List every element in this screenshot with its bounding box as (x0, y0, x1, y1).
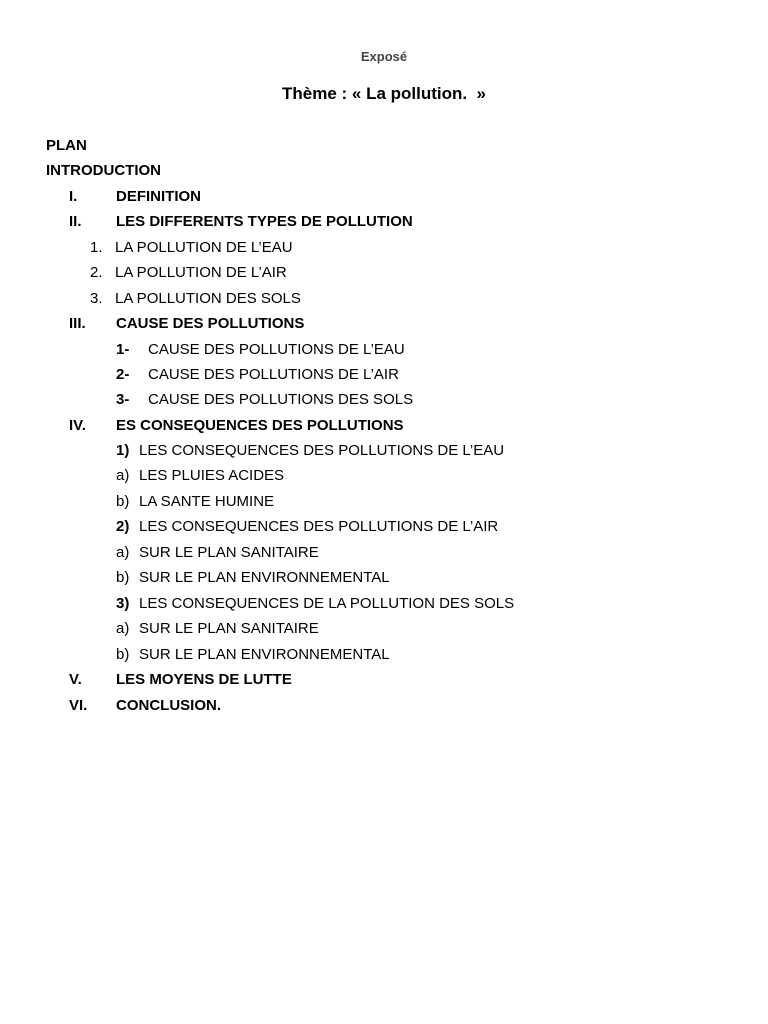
outline-introduction (0, 161, 768, 181)
section-numeral: VI. (69, 697, 88, 714)
subitem-text: LES CONSEQUENCES DE LA POLLUTION DES SOLS (139, 595, 515, 612)
subitem-number: 2. (90, 264, 103, 281)
outline-subitem (0, 441, 768, 461)
subitem-number: 2) (116, 518, 130, 535)
subitem-number: 2- (116, 366, 130, 383)
subsubitem-letter: b) (116, 569, 130, 586)
section-title: LES MOYENS DE LUTTE (116, 671, 292, 688)
subitem-number: 3- (116, 391, 130, 408)
section-title: CAUSE DES POLLUTIONS (116, 315, 305, 332)
outline-section (0, 212, 768, 232)
subsubitem-letter: a) (116, 544, 130, 561)
outline-subitem (0, 238, 768, 258)
outline-subitem (0, 365, 768, 385)
outline-subsubitem (0, 568, 768, 588)
subsubitem-text: LA SANTE HUMINE (139, 493, 275, 510)
subsubitem-letter: a) (116, 620, 130, 637)
section-numeral: V. (69, 671, 82, 688)
subitem-number: 1) (116, 442, 130, 459)
outline-subsubitem (0, 492, 768, 512)
outline-section (0, 670, 768, 690)
subitem-text: LES CONSEQUENCES DES POLLUTIONS DE L’EAU (139, 442, 505, 459)
section-title: LES DIFFERENTS TYPES DE POLLUTION (116, 213, 413, 230)
outline-section (0, 416, 768, 436)
subsubitem-letter: b) (116, 493, 130, 510)
outline-subsubitem (0, 466, 768, 486)
subitem-text: LES CONSEQUENCES DES POLLUTIONS DE L’AIR (139, 518, 499, 535)
outline-subitem (0, 289, 768, 309)
section-numeral: III. (69, 315, 86, 332)
subsubitem-text: SUR LE PLAN SANITAIRE (139, 544, 319, 561)
section-title: DEFINITION (116, 188, 201, 205)
outline-section (0, 314, 768, 334)
section-numeral: IV. (69, 417, 86, 434)
outline-subsubitem (0, 645, 768, 665)
outline-section (0, 696, 768, 716)
subitem-text: LA POLLUTION DE L’AIR (115, 264, 287, 281)
section-numeral: II. (69, 213, 82, 230)
outline-subsubitem (0, 543, 768, 563)
subitem-text: CAUSE DES POLLUTIONS DE L’EAU (148, 341, 405, 358)
subitem-number: 1. (90, 239, 103, 256)
subitem-number: 3) (116, 595, 130, 612)
plan-heading (0, 136, 768, 156)
subitem-number: 3. (90, 290, 103, 307)
outline-section (0, 187, 768, 207)
outline-subitem (0, 517, 768, 537)
subitem-text: CAUSE DES POLLUTIONS DE L’AIR (148, 366, 399, 383)
document-theme-title: Thème : « La pollution. » (281, 84, 487, 103)
document-type-label: Exposé (360, 49, 408, 64)
outline-subitem (0, 594, 768, 614)
subsubitem-text: SUR LE PLAN SANITAIRE (139, 620, 319, 637)
outline-subitem (0, 263, 768, 283)
introduction-text: INTRODUCTION (46, 162, 161, 179)
subsubitem-letter: a) (116, 467, 130, 484)
subsubitem-text: SUR LE PLAN ENVIRONNEMENTAL (139, 569, 390, 586)
section-title: ES CONSEQUENCES DES POLLUTIONS (116, 417, 404, 434)
outline-subitem (0, 390, 768, 410)
outline-subitem (0, 340, 768, 360)
subsubitem-text: SUR LE PLAN ENVIRONNEMENTAL (139, 646, 390, 663)
subsubitem-letter: b) (116, 646, 130, 663)
subitem-text: LA POLLUTION DE L’EAU (115, 239, 293, 256)
section-title: CONCLUSION. (116, 697, 221, 714)
plan-heading-text: PLAN (46, 137, 87, 154)
subitem-text: LA POLLUTION DES SOLS (115, 290, 301, 307)
outline-subsubitem (0, 619, 768, 639)
subitem-text: CAUSE DES POLLUTIONS DES SOLS (148, 391, 414, 408)
subitem-number: 1- (116, 341, 130, 358)
subsubitem-text: LES PLUIES ACIDES (139, 467, 285, 484)
section-numeral: I. (69, 188, 78, 205)
